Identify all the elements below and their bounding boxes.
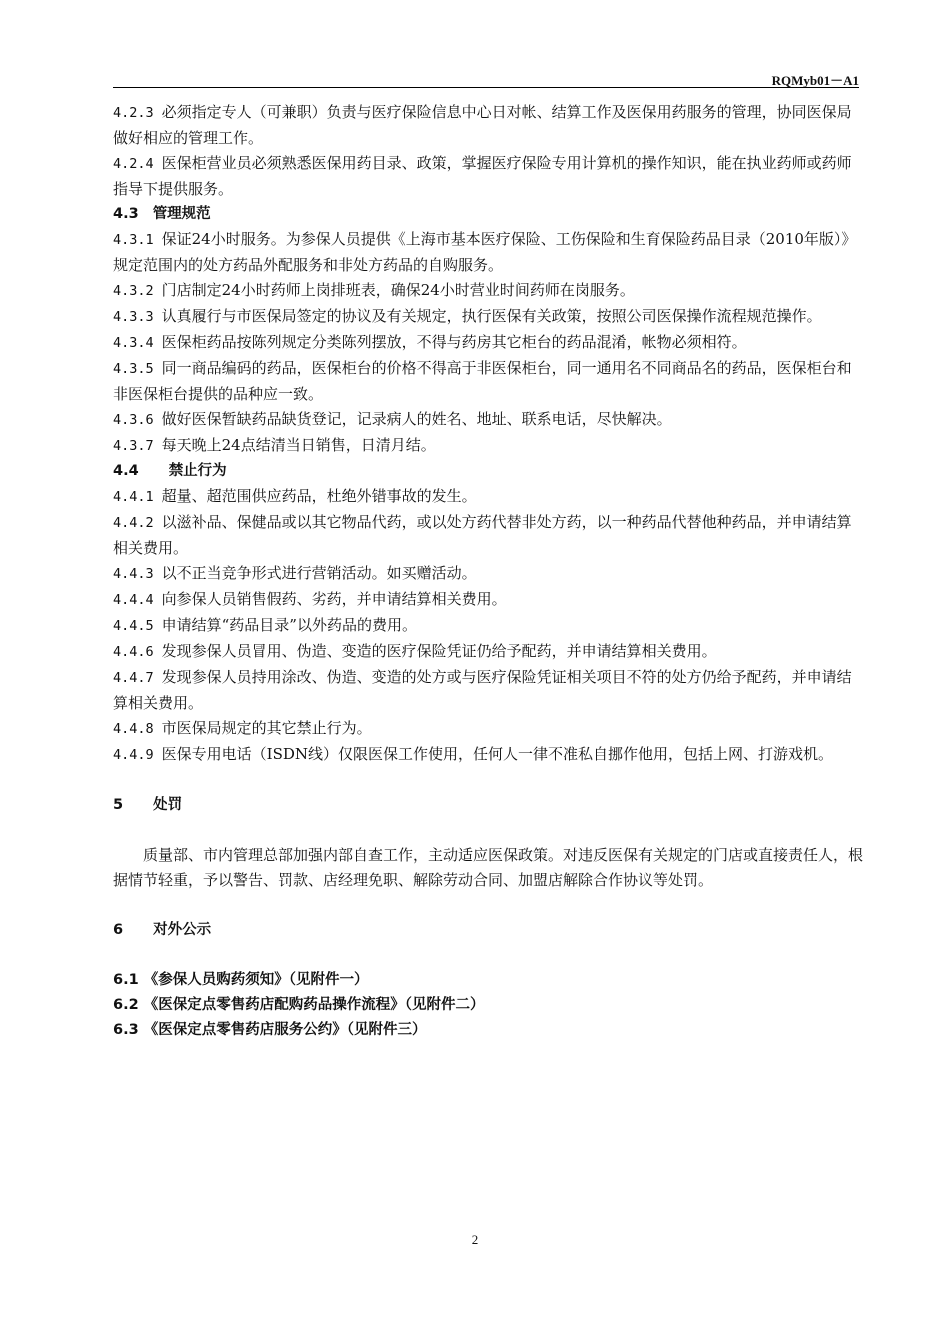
clause-4-3-3: 4.3.3 认真履行与市医保局签定的协议及有关规定，执行医保有关政策，按照公司医保操作流程规范操作。 [113, 307, 822, 325]
clause-4-4-9: 4.4.9 医保专用电话（ISDN线）仅限医保工作使用，任何人一律不准私自挪作他用，包括上网、打游戏机。 [113, 745, 833, 763]
clause-4-2-3: 4.2.3 必须指定专人（可兼职）负责与医疗保险信息中心日对帐、结算工作及医保用药服务的管理，协同医保局做好相应的管理工作。 [113, 103, 852, 147]
section-5-paragraph: 质量部、市内管理总部加强内部自查工作，主动适应医保政策。对违反医保有关规定的门店或直接责任人，根据情节轻重，予以警告、罚款、店经理免职、解除劳动合同、加盟店解除合作协议等处罚。 [113, 846, 864, 889]
section-heading-5: 5 处罚 [113, 797, 183, 813]
clause-4-3-4: 4.3.4 医保柜药品按陈列规定分类陈列摆放，不得与药房其它柜台的药品混淆，帐物必须相符。 [113, 333, 747, 351]
document-body [113, 100, 863, 1043]
spacer [113, 818, 863, 843]
clause-4-4-7: 4.4.7 发现参保人员持用涂改、伪造、变造的处方或与医疗保险凭证相关项目不符的处方仍给予配药，并申请结算相关费用。 [113, 668, 852, 712]
section-heading-4-4: 4.4 禁止行为 [113, 463, 227, 479]
clause-4-4-5: 4.4.5 申请结算“药品目录”以外药品的费用。 [113, 616, 417, 634]
clause-4-2-4: 4.2.4 医保柜营业员必须熟悉医保用药目录、政策，掌握医疗保险专用计算机的操作知识，能在执业药师或药师指导下提供服务。 [113, 154, 852, 198]
clause-4-4-8: 4.4.8 市医保局规定的其它禁止行为。 [113, 719, 372, 737]
clause-4-4-6: 4.4.6 发现参保人员冒用、伪造、变造的医疗保险凭证仍给予配药，并申请结算相关费用。 [113, 642, 717, 660]
clause-4-4-3: 4.4.3 以不正当竞争形式进行营销活动。如买赠活动。 [113, 564, 477, 582]
page-number: 2 [471, 1232, 479, 1247]
clause-4-3-6: 4.3.6 做好医保暂缺药品缺货登记，记录病人的姓名、地址、联系电话，尽快解决。 [113, 410, 672, 428]
clause-4-3-1: 4.3.1 保证24小时服务。为参保人员提供《上海市基本医疗保险、工伤保险和生育保险药品目录（2010年版）》规定范围内的处方药品外配服务和非处方药品的自购服务。 [113, 230, 857, 274]
document-code: RQMyb01－A1 [771, 73, 859, 88]
spacer [113, 893, 863, 918]
attachment-6-1: 6.1 《参保人员购药须知》（见附件一） [113, 972, 369, 988]
section-heading-6: 6 对外公示 [113, 922, 212, 938]
spacer [113, 768, 863, 793]
clause-4-4-2: 4.4.2 以滋补品、保健品或以其它物品代药，或以处方药代替非处方药，以一种药品代替他种药品，并申请结算相关费用。 [113, 513, 852, 557]
clause-4-4-4: 4.4.4 向参保人员销售假药、劣药，并申请结算相关费用。 [113, 590, 507, 608]
clause-4-3-2: 4.3.2 门店制定24小时药师上岗排班表，确保24小时营业时间药师在岗服务。 [113, 281, 635, 299]
section-heading-4-3: 4.3 管理规范 [113, 206, 211, 222]
spacer [113, 943, 863, 968]
clause-4-4-1: 4.4.1 超量、超范围供应药品，杜绝外错事故的发生。 [113, 487, 477, 505]
attachment-6-2: 6.2 《医保定点零售药店配购药品操作流程》（见附件二） [113, 997, 485, 1013]
attachment-6-3: 6.3 《医保定点零售药店服务公约》（见附件三） [113, 1022, 427, 1038]
header-rule [113, 87, 859, 88]
clause-4-3-7: 4.3.7 每天晚上24点结清当日销售，日清月结。 [113, 436, 436, 454]
clause-4-3-5: 4.3.5 同一商品编码的药品，医保柜台的价格不得高于非医保柜台，同一通用名不同商品名的药品，医保柜台和非医保柜台提供的品种应一致。 [113, 359, 852, 403]
